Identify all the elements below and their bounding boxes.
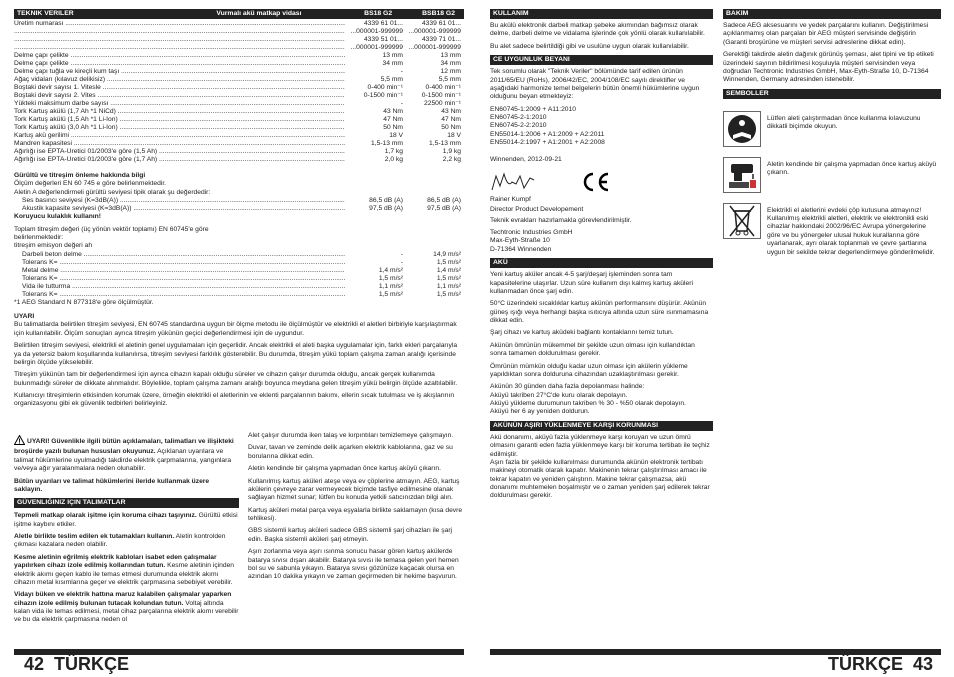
table-row [14, 132, 461, 140]
norms-list [490, 106, 713, 148]
row-label: Yükteki maksimum darbe sayısı ..... [14, 100, 345, 108]
language-label-right: TÜRKÇE [827, 654, 903, 674]
uyari-title: UYARI [14, 313, 35, 320]
row-value-b: 1,5 m/s² [436, 258, 461, 266]
signature-row [490, 168, 713, 196]
row-label: Tork Kartuş akülü (1,5 Ah *1 Li-Ion) ..... [14, 116, 345, 124]
row-label: Vida ile tutturma ..... [22, 283, 345, 291]
row-value-a: 1,1 m/s² [378, 282, 403, 290]
table-row [22, 275, 461, 283]
signer-title: Director Product Developement [490, 206, 584, 214]
general-warning [14, 435, 239, 474]
safety-text: Kesme aletinin içinden elektrik akımı geçen kablo ile temas etmesi durumunda elektrik akımı cihazın metal kısımlarına geçer ve elektrik çarpmasına sebebiyet verebilir. [14, 562, 235, 586]
row-label: Kartuş akü gerilimi ..... [14, 132, 345, 140]
right-page-number [828, 653, 933, 676]
left-col-bottom-b [248, 432, 464, 586]
symbol-text: Aletin kendinde bir çalışma yapmadan önce kartuş aküyü çıkarın. [767, 160, 937, 176]
row-value-a: 1,4 m/s² [378, 266, 403, 274]
model-bsb18: BSB18 G2 [422, 10, 455, 17]
row-label: Ses basıncı seviyesi (K=3dB(A)) ..... [22, 197, 345, 205]
row-label: Ağaç vidaları (kılavuz delikisiz) ..... [14, 76, 345, 84]
row-value-b: 34 mm [440, 60, 461, 67]
aku-paragraph: Akünün 30 günden daha fazla depolanması halinde: Aküyü takriben 27°C'de kuru olarak depolayın. Aküyü yükleme durumunun takriben % 30 - %50 olarak depolayın. Aküyü her 6 ay yeniden doldurun. [490, 383, 686, 416]
safety-text: Voltaj altında kalan vida ile temas edilmesi, metal cihaz parçalarına elektrik akımı verebilir ve bu da elektrik çarpmasına neden ol [14, 599, 239, 624]
norm-item: EN55014-2:1997 + A1:2001 + A2:2008 [490, 139, 605, 147]
row-label: Boştaki devir sayısı 2. Vites ..... [14, 92, 345, 100]
uyari-p3: Titreşim yükünün tam bir değerlendirmesi için ayrıca cihazın kapalı olduğu süreler ve cihazın çalışır durumda olduğu, ancak gerçek kullanımda bulunmadığı süreler de dikkate alınmalıdır. Böylelikle, toplam çalışma zamanı aralığı boyunca meydana gelen titreşim yükü belirgin ölçüde azaltılabilir. [14, 371, 458, 387]
safety-paragraph: Aşırı zorlanma veya aşırı ısınma sonucu hasar gören kartuş akülerde batarya sıvısı dışarı akabilir. Batarya sıvısı ile temasa gelen yeri hemen bol su ve sabunla yıkayın. Batarya sıvısı gözünüze kaçacak olursa en azından 10 dakika yıkayın ve zaman geçirmeden bir hekime başvurun. [248, 548, 459, 581]
row-value-b: ...000001-999999 [408, 28, 461, 35]
row-value-a: 5,5 mm [380, 76, 403, 83]
row-value-a: 18 V [389, 132, 403, 139]
aku-paragraph: Şarj cihazı ve kartuş aküdeki bağlantı kontaklarını temiz tutun. [490, 329, 674, 337]
tech-data-product: Vurmalı akü matkap vidası [216, 10, 302, 17]
row-value-b: 1,9 kg [442, 148, 461, 155]
safety-list [14, 512, 239, 625]
row-value-a: 86,5 dB (A) [369, 197, 403, 205]
norm-item: EN60745-1:2009 + A11:2010 [490, 105, 576, 113]
safety-item [14, 512, 239, 529]
row-value-b: 50 Nm [441, 124, 461, 131]
table-row [14, 92, 461, 100]
aku-list [490, 271, 713, 417]
table-row [14, 36, 461, 44]
ce-mark-icon [580, 171, 610, 193]
table-row [14, 20, 461, 28]
row-value-b: 2,2 kg [442, 156, 461, 163]
row-value-a: 1,5-13 mm [371, 140, 403, 147]
row-value-a: 0-1500 min⁻¹ [363, 92, 403, 99]
row-value-a: 4339 61 01... [363, 20, 403, 27]
table-row [14, 52, 461, 60]
row-value-b: 1,5 m/s² [436, 290, 461, 298]
symbol-text: Elektrikli el aletlerini evdeki çöp kutusuna atmayınız! Kullanılmış elektrikli aletleri, elektrik ve elektronikli eski cihazlar hakkındaki 2002/96/EC Avrupa yönergelerine göre ve bu yönergeler ulusal hukuk kurallarına göre uyarlanarak, ayrı olarak toplanmalı ve çevre şartlarına uygun bir sekilde tekrar degerlendirmeye gönderilmelidir. [767, 206, 935, 256]
row-value-a: 34 mm [382, 60, 403, 67]
row-value-a: 13 mm [382, 52, 403, 59]
aku-paragraph: Akünün ömrünün mükemmel bir şekilde uzun olması için kullandıktan sonra tamamen doldurulması gerekir. [490, 341, 695, 358]
table-row [14, 44, 461, 52]
row-value-a: - [400, 250, 403, 258]
tech-data-header [14, 9, 464, 19]
signer-auth: Teknik evrakları hazırlamakla görevlendirilmiştir. [490, 216, 632, 224]
safety-paragraph: Kullanılmış kartuş aküleri ateşe veya ev çöplerine atmayın. AEG, kartuş akülerin çevreye zarar vermeyecek biçimde tasfiye edilmesine olanak sağlayan hizmet sunar; lütfen bu konuda yetkili satıcınızdan bilgi alın. [248, 477, 460, 502]
noise-title: Gürültü ve titreşim önleme hakkında bilgi [14, 172, 146, 179]
row-label: Metal delme ..... [22, 267, 345, 275]
table-row [14, 124, 461, 132]
uyari-p1: Bu talimatlarda belirtilen titreşim seviyesi, EN 60745 standardına uygun bir ölçme metodu ile ölçülmüştür ve elektrikli el aletleri birbiriyle karşılaştırmak için kullanılabilir. Ölçüm sonuçları ayrıca titreşim yükünün geçici değerlendirmesi için de uygundur. [14, 321, 457, 337]
left-col-1 [14, 9, 464, 413]
bakim-header: BAKIM [723, 9, 941, 19]
row-label: Delme çapı çelikte ..... [14, 60, 345, 68]
address-line: Techtronic Industries GmbH [490, 229, 573, 236]
symbols-list [723, 111, 941, 257]
battery-removal-icon [723, 157, 761, 193]
row-label: Boştaki devir sayısı 1. Vitesle ..... [14, 84, 345, 92]
model-bs18: BS18 G2 [364, 10, 393, 17]
table-row [22, 205, 461, 213]
sem-header: SEMBOLLER [723, 89, 941, 99]
row-label: Delme çapı tuğla ve kireçli kum taşı ..... [14, 68, 345, 76]
table-row [22, 259, 461, 267]
language-label-left: TÜRKÇE [54, 654, 130, 674]
table-row [22, 283, 461, 291]
warning-keep: Bütün uyarıları ve talimat hükümlerini ileride kullanmak üzere saklayın. [14, 477, 210, 493]
table-row [22, 291, 461, 299]
left-col-bottom-a [14, 435, 239, 629]
table-row [22, 251, 461, 259]
row-value-a: 2,0 kg [384, 156, 403, 163]
right-col-2 [723, 9, 941, 267]
row-value-a: - [400, 258, 403, 266]
footnote: *1 AEG Standard N 877318'e göre ölçülmüştür. [14, 298, 154, 306]
table-row [14, 148, 461, 156]
ce-text: Tek sorumlu olarak "Teknik Veriler" bölümünde tarif edilen ürünün 2011/65/EU (RoHs), 2006/42/EC, 2004/108/EC sayılı direktifler ve aşağıdaki harmonize temel belgelerin bütün önemli hükümlerine uygun olduğunu beyan etmekteyiz: [490, 68, 700, 101]
vib-head: titreşim emisyon değeri ah [14, 242, 93, 250]
table-row [14, 84, 461, 92]
row-value-b: ...000001-999999 [408, 44, 461, 51]
safety-item [14, 554, 239, 588]
table-row [14, 28, 461, 36]
row-value-b: 1,5-13 mm [429, 140, 461, 147]
safety-paragraph: Aletin kendinde bir çalışma yapmadan önce kartuş aküyü çıkarın. [248, 465, 441, 473]
norm-item: EN55014-1:2006 + A1:2009 + A2:2011 [490, 130, 605, 138]
uyari-p2: Belirtilen titreşim seviyesi, elektrikli el aletinin genel uygulamaları için geçerlidir. Ancak elektrikli el aleti başka uygulamalar için, farklı ekleri parçalarıyla ya da yetersiz bakım koşullarında kullanılırsa, titreşim seviyesi farklılık gösterebilir. Bu durumda, titreşim yükü toplam çalışma zaman aralığı içerisinde belirgin ölçüde yükselebilir. [14, 342, 458, 366]
svg-text:!: ! [18, 438, 21, 445]
row-label: Darbeli beton delme ..... [22, 251, 345, 259]
ce-header: CE UYGUNLUK BEYANI [490, 55, 713, 65]
table-row [14, 76, 461, 84]
row-value-b: 12 mm [440, 68, 461, 75]
row-value-b: 86,5 dB (A) [427, 197, 461, 205]
row-value-a: 0-400 min⁻¹ [367, 84, 403, 91]
noise-p1: Ölçüm değerleri EN 60 745 e göre belirlenmektedir. [14, 180, 167, 188]
weee-bin-icon [723, 203, 761, 239]
row-value-a: - [400, 68, 403, 75]
row-value-b: 0-1500 min⁻¹ [421, 92, 461, 99]
row-value-a: 1,5 m/s² [378, 290, 403, 298]
use-header: KULLANIM [490, 9, 713, 19]
safety-paragraph: Alet çalışır durumda iken talaş ve kırpıntıları temizlemeye çalışmayın. [248, 432, 454, 439]
use-paragraph: Bu alet sadece belirtildiği gibi ve usulüne uygun olarak kullanılabilir. [490, 42, 689, 50]
row-label: Tolerans K= ..... [22, 275, 345, 283]
norm-item: EN60745-2-2:2010 [490, 122, 547, 130]
page-number-42: 42 [24, 654, 45, 674]
page-number-43: 43 [912, 654, 933, 674]
aku-paragraph: Ömrünün mümkün olduğu kadar uzun olması için akülerin yükleme yapıldıktan sonra dolduruna cihazından uzaklaştırılması gerekir. [490, 362, 688, 378]
row-value-b: 4339 71 01... [421, 36, 461, 43]
symbol-row [723, 203, 941, 257]
row-label: Tolerans K= ..... [22, 259, 345, 267]
row-label: Mandren kapasitesi ..... [14, 140, 345, 148]
signer-name: Rainer Kumpf [490, 195, 531, 203]
safety-paragraph: Duvar, tavan ve zeminde delik açarken elektrik kablolarına, gaz ve su borularına dikkat edin. [248, 444, 453, 460]
row-label: Akustik kapasite seviyesi (K=3dB(A)) ..... [22, 205, 345, 213]
aku-paragraph: Yeni kartuş aküler ancak 4-5 şarj/deşarj işleminden sonra tam kapasitelerine ulaşırlar. Uzun süre kullanım dışı kalmış kartuş aküleri kullanmadan önce şarj edin. [490, 271, 693, 295]
right-col-1 [490, 9, 713, 501]
row-label: Delme çapı çelikte ..... [14, 52, 345, 60]
read-manual-icon [723, 111, 761, 147]
signature-image [490, 170, 550, 194]
bakim-paragraph: Sadece AEG aksesuarını ve yedek parçalarını kullanın. Değiştirilmesi açıklanmamış olan parçaları bir AEG müşteri servisinde değiştirin (Garanti broşürüne ve müşteri servisi adreslerine dikkat edin). [723, 22, 929, 46]
vib-table [14, 251, 464, 299]
bakim-paragraph: Gerektiği takdirde aletin dağınık görünüş şeması, alet tipini ve tip etiketi üzerindeki sayının bildirilmesi koşuluyla müşteri servisinden veya doğrudan Techtronic Industries GmbH, Max-Eyth-Straße 10, D-71364 Winnenden, Germany adresinden istenebilir. [723, 51, 934, 84]
table-row [22, 197, 461, 205]
aku-header: AKÜ [490, 258, 713, 268]
row-value-a: 1,5 m/s² [378, 274, 403, 282]
symbol-row [723, 157, 941, 193]
uyari-p4: Kullanıcıyı titreşimlerin etkisinden korumak üzere, örneğin elektrikli el aletlerinin ve eklenti parçalarının bakımı, ellerin sıcak tutulması ve iş akışlarının organizasyonu gibi ek güvenlik tedbirleri belirleyiniz. [14, 392, 455, 408]
row-value-b: 47 Nm [441, 116, 461, 123]
table-row [14, 140, 461, 148]
row-value-a: 47 Nm [383, 116, 403, 123]
safety-item [14, 533, 239, 550]
safety-text: Gürültü etkisi işitme kaybını etkiler. [14, 512, 238, 528]
address-line: D-71364 Winnenden [490, 245, 552, 253]
row-label: Tolerans K= ..... [22, 291, 345, 299]
row-value-a: ...000001-999999 [350, 28, 403, 35]
row-value-b: 1,4 m/s² [436, 266, 461, 274]
row-label [14, 28, 345, 36]
overload-text: Akü donanımı, aküyü fazla yüklenmeye karşı koruyan ve uzun ömrü olmasını garanti eden fazla yüklenmeye karşı bir koruma tertibatı ile teçhiz edilmiştir. Aşırı fazla bir şekilde kullanılması durumunda akünün elektronik tertibatı makineyi otomatik olarak kapatır. Makinenin tekrar çalıştırılması amacı ile tekrar kapatın ve yeniden çalıştırın. Makine tekrar çalışmazsa, akü donanımı muhtemelen boşalmıştır ve o zaman yeniden şarj edilerek tekrar doldurulması gerekir. [490, 433, 710, 500]
right-footer [490, 647, 941, 677]
warning-text: Açıklanan uyarılara ve talimat hükümlerine uyulmadığı takdirde elektrik çarpmalarına, yangınlara ve/veya ağır yaralanmalara neden olunabilir. [14, 448, 232, 473]
table-row [14, 60, 461, 68]
row-value-a: 50 Nm [383, 124, 403, 131]
row-value-a: 97,5 dB (A) [369, 205, 403, 213]
bakim-list [723, 22, 941, 85]
row-value-a: ...000001-999999 [350, 44, 403, 51]
table-row [14, 116, 461, 124]
safety-bold: Tepmeli matkap olarak işitme için koruma cihazı taşıyınız. [14, 512, 197, 520]
row-value-b: 4339 61 01... [421, 20, 461, 27]
address-line: Max-Eyth-Straße 10 [490, 237, 550, 245]
safety-bold: Kesme aletinin eğrilmiş elektrik kabloları isabet eden çalışmalar yapılırken cihazı izole edilmiş kollarından tutun. [14, 553, 217, 570]
row-value-b: 14,9 m/s² [433, 250, 461, 258]
safety-bold: Aletle birlikte teslim edilen ek tutamakları kullanın. [14, 533, 175, 540]
row-value-b: 18 V [447, 132, 461, 139]
row-value-b: 13 mm [440, 52, 461, 59]
noise-p2: Aletin A değerlendirmeli gürültü seviyesi tipik olarak şu değerdedir: [14, 188, 211, 196]
norm-item: EN60745-2-1:2010 [490, 114, 547, 121]
row-value-a: - [400, 100, 403, 107]
address [490, 229, 713, 254]
noise-table [14, 197, 464, 213]
safety-item [14, 591, 239, 625]
spec-table [14, 19, 464, 164]
table-row [22, 267, 461, 275]
row-label: Tork Kartuş akülü (1,7 Ah *1 NiCd) ..... [14, 108, 345, 116]
tech-data-title: TEKNIK VERILER [17, 10, 74, 17]
table-row [14, 100, 461, 108]
table-row [14, 68, 461, 76]
table-row [14, 108, 461, 116]
row-value-a: 4339 51 01... [363, 36, 403, 43]
warning-bold: UYARI! Güvenlikle ilgili bütün açıklamaları, talimatları ve ilişikteki broşürde yazılı bulunan hususları okuyunuz. [14, 438, 234, 456]
mid-list [248, 432, 464, 582]
row-value-b: 22500 min⁻¹ [424, 100, 461, 107]
symbol-text: Lütfen aleti çalıştırmadan önce kullanma kılavuzunu dikkatli biçimde okuyun. [767, 114, 921, 130]
row-label: Üretim numarası ..... [14, 20, 345, 28]
use-paragraph: Bu akülü elektronik darbeli matkap şebeke akımından bağımsız olarak delme, darbeli delme ve vidalama işlerinde çok yönlü olarak kullanılabilir. [490, 22, 705, 38]
aku-paragraph: 50°C üzerindeki sıcaklıklar kartuş akünün performansını düşürür. Akünün güneş ışığı veya herhangi başka ısıtıcıya altında uzun süre ısınmamasına dikkat edin. [490, 300, 709, 324]
ear-protection: Koruyucu kulaklık kullanın! [14, 213, 101, 221]
row-value-a: 1,7 kg [384, 148, 403, 155]
left-footer [14, 647, 464, 677]
row-label [14, 44, 345, 52]
use-list [490, 22, 713, 51]
row-label: Ağırlığı ise EPTA-Üretici 01/2003'e göre (1,5 Ah) ..... [14, 148, 345, 156]
place-date: Winnenden, 2012-09-21 [490, 155, 562, 163]
safety-header: GÜVENLIĞINIZ IÇIN TALIMATLAR [14, 498, 239, 508]
row-value-b: 1,1 m/s² [436, 282, 461, 290]
symbol-row [723, 111, 941, 147]
table-row [14, 156, 461, 164]
vib-p: Toplam titreşim değeri (üç yönün vektör toplamı) EN 60745'e göre belirlenmektedir: [14, 225, 209, 241]
overload-header: AKÜNÜN AŞIRI YÜKLENMEYE KARŞI KORUNMASI [490, 421, 713, 431]
row-label [14, 36, 345, 44]
left-page-number [24, 653, 129, 676]
warning-triangle-icon [14, 435, 25, 448]
row-label: Ağırlığı ise EPTA-Üretici 01/2003'e göre (1,7 Ah) ..... [14, 156, 345, 164]
row-label: Tork Kartuş akülü (3,0 Ah *1 Li-Ion) ..... [14, 124, 345, 132]
row-value-b: 0-400 min⁻¹ [425, 84, 461, 91]
row-value-b: 43 Nm [441, 108, 461, 115]
row-value-a: 43 Nm [383, 108, 403, 115]
row-value-b: 97,5 dB (A) [427, 205, 461, 213]
safety-paragraph: Kartuş aküleri metal parça veya eşyalarla birlikte saklamayın (kısa devre tehlikesi). [248, 506, 463, 522]
row-value-b: 1,5 m/s² [436, 274, 461, 282]
row-value-b: 5,5 mm [438, 76, 461, 83]
safety-paragraph: GBS sistemli kartuş aküleri sadece GBS sistemli şarj cihazları ile şarj edin. Başka sistemli aküleri şarj etmeyin. [248, 527, 453, 543]
safety-bold: Vidayı büken ve elektrik hattına maruz kalabilen çalışmalar yaparken cihazın izole edilmiş bulunan tutacak kolundan tutun. [14, 591, 232, 607]
safety-text: Aletin kontrolden çıkması kazalara neden olabilir. [14, 533, 226, 549]
